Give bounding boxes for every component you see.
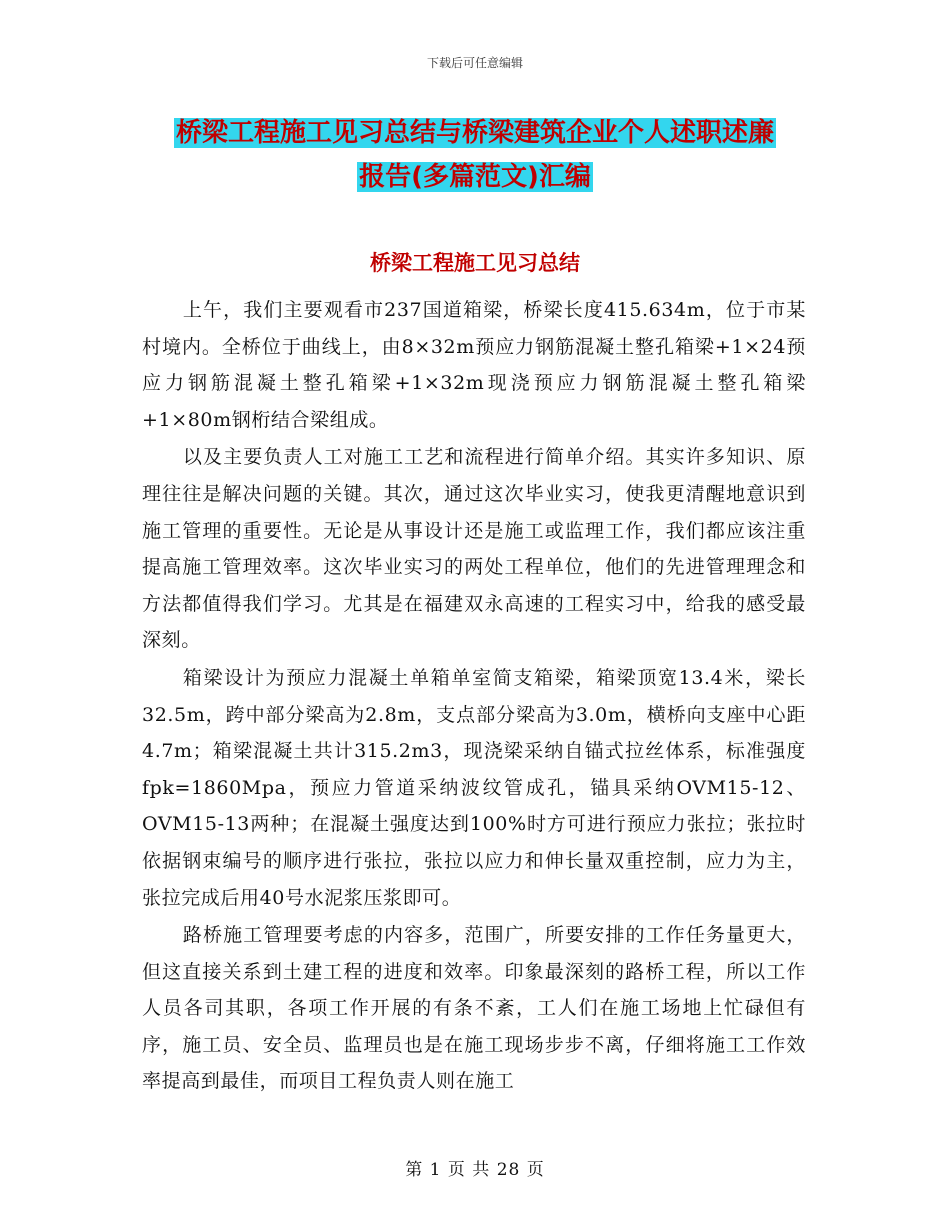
paragraph: 箱梁设计为预应力混凝土单箱单室简支箱梁，箱梁顶宽13.4米，梁长32.5m，跨中部分梁高为2.8m，支点部分梁高为3.0m，横桥向支座中心距4.7m；箱梁混凝土共计315.2m3，现浇梁采纳自锚式拉丝体系，标准强度fpk=1860Mpa，预应力管道采纳波纹管成孔，锚具采纳OVM15-12、OVM15-13两种；在混凝土强度达到100%时方可进行预应力张拉；张拉时依据钢束编号的顺序进行张拉，张拉以应力和伸长量双重控制，应力为主，张拉完成后用40号水泥浆压浆即可。 bbox=[142, 666, 806, 909]
paragraph: 上午，我们主要观看市237国道箱梁，桥梁长度415.634m，位于市某村境内。全桥位于曲线上，由8×32m预应力钢筋混凝土整孔箱梁+1×24预应力钢筋混凝土整孔箱梁+1×32m现浇预应力钢筋混凝土整孔箱梁+1×80m钢桁结合梁组成。 bbox=[142, 299, 806, 431]
paragraph: 路桥施工管理要考虑的内容多，范围广，所要安排的工作任务量更大，但这直接关系到土建工程的进度和效率。印象最深刻的路桥工程，所以工作人员各司其职，各项工作开展的有条不紊，工人们在施工场地上忙碌但有序，施工员、安全员、监理员也是在施工现场步步不离，仔细将施工工作效率提高到最佳，而项目工程负责人则在施工 bbox=[142, 924, 806, 1093]
document-title-line-2 bbox=[0, 156, 950, 193]
section-title: 桥梁工程施工见习总结 bbox=[370, 251, 580, 275]
document-title-line-1 bbox=[0, 112, 950, 149]
page-footer: 第 1 页 共 28 页 bbox=[405, 1160, 545, 1180]
paragraph: 以及主要负责人工对施工工艺和流程进行简单介绍。其实许多知识、原理往往是解决问题的关键。其次，通过这次毕业实习，使我更清醒地意识到施工管理的重要性。无论是从事设计还是施工或监理工作，我们都应该注重提高施工管理效率。这次毕业实习的两处工程单位，他们的先进管理理念和方法都值得我们学习。尤其是在福建双永高速的工程实习中，给我的感受最深刻。 bbox=[142, 446, 806, 652]
document-title-line-2-text: 报告(多篇范文)汇编 bbox=[359, 162, 591, 192]
document-title-line-1-text: 桥梁工程施工见习总结与桥梁建筑企业个人述职述廉 bbox=[175, 118, 774, 148]
header-note: 下载后可任意编辑 bbox=[426, 56, 523, 70]
body-text bbox=[142, 292, 806, 1101]
